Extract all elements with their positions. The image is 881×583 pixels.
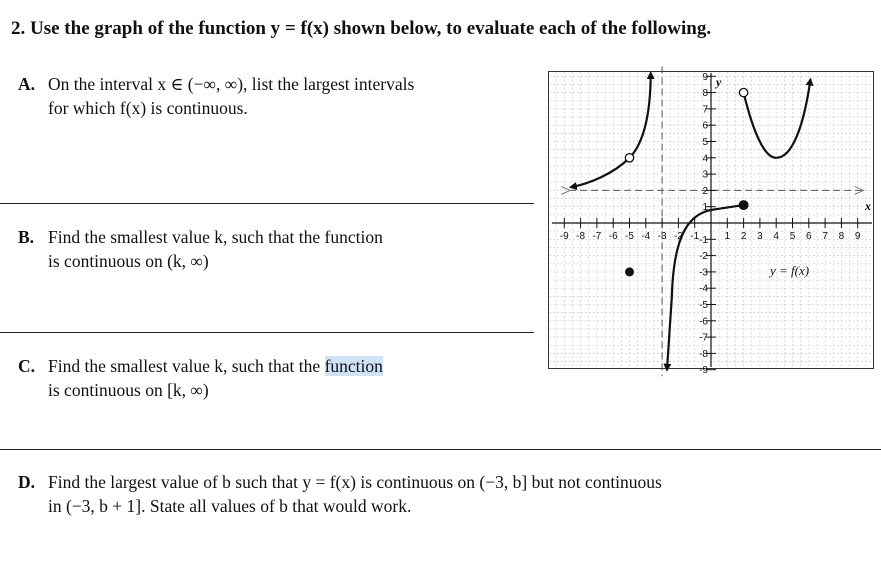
y-axis-label: y [716,75,722,89]
selected-text-highlight[interactable]: function [324,356,383,376]
y-tick-label: 4 [702,153,708,165]
question-title: 2. Use the graph of the function y = f(x) shown below, to evaluate each of the following. [11,18,712,39]
part-d-letter: D. [18,472,36,492]
x-tick-label: -5 [625,231,634,242]
x-tick-label: -1 [690,231,700,242]
open-point [739,88,747,96]
open-point [625,154,633,162]
x-tick-label: 3 [757,231,763,242]
part-d-line2: in (−3, b + 1]. State all values of b that would work. [48,496,412,516]
x-tick-label: 9 [854,231,861,242]
x-tick-label: -3 [657,231,667,242]
y-tick-label: -3 [699,267,708,279]
part-a-line1: On the interval x ∈ (−∞, ∞), list the largest intervals [48,74,415,94]
y-tick-label: 5 [702,137,708,148]
y-tick-label: -4 [699,283,708,295]
x-tick-label: -8 [576,231,586,242]
part-b-line1: Find the smallest value k, such that the function [48,227,383,247]
x-tick-label: -6 [608,231,618,242]
y-tick-label: 6 [702,120,708,132]
x-tick-label: 4 [773,231,779,242]
part-d [18,470,662,518]
x-tick-label: 7 [822,231,828,242]
x-tick-label: 8 [838,231,845,242]
x-tick-label: 5 [789,231,796,242]
x-tick-label: 6 [806,231,812,242]
part-d-line1: Find the largest value of b such that y = f(x) is continuous on (−3, b] but not continuous [48,472,662,492]
divider-cd [0,449,881,450]
part-a-line2: for which f(x) is continuous. [48,98,248,118]
y-tick-label: -2 [699,251,708,263]
part-a [18,72,414,120]
function-graph [548,71,874,377]
part-c-letter: C. [18,356,36,376]
x-tick-label: 2 [740,231,747,242]
function-label: y = f(x) [770,263,810,278]
y-tick-label: 7 [702,104,708,116]
y-tick-label: -6 [699,316,708,328]
y-tick-label: 3 [702,169,708,181]
y-tick-label: 1 [702,202,708,214]
part-b [18,225,383,273]
y-tick-label: -1 [699,234,708,246]
y-tick-label: -8 [699,348,708,360]
part-b-letter: B. [18,227,35,247]
x-tick-label: -4 [641,231,651,242]
x-axis-label: x [865,199,871,213]
x-tick-label: -2 [673,231,683,242]
part-c-line2: is continuous on [k, ∞) [48,380,209,400]
closed-point [739,200,749,210]
y-tick-label: -7 [699,332,708,344]
part-c-line1-text: Find the smallest value k, such that the [48,356,325,376]
part-c [18,354,383,402]
x-tick-label: 1 [724,231,731,242]
closed-point [625,267,634,276]
x-tick-label: -7 [592,231,602,242]
part-b-line2: is continuous on (k, ∞) [48,251,209,271]
y-tick-label: 8 [702,88,708,100]
y-tick-label: -5 [699,300,708,311]
part-c-line1 [48,354,383,378]
divider-bc [0,332,534,333]
x-tick-label: -9 [559,231,569,242]
y-tick-label: 9 [702,71,708,83]
y-tick-label: 2 [702,185,708,197]
divider-ab [0,203,534,204]
part-a-letter: A. [18,74,36,94]
y-tick-label: -9 [699,365,708,377]
